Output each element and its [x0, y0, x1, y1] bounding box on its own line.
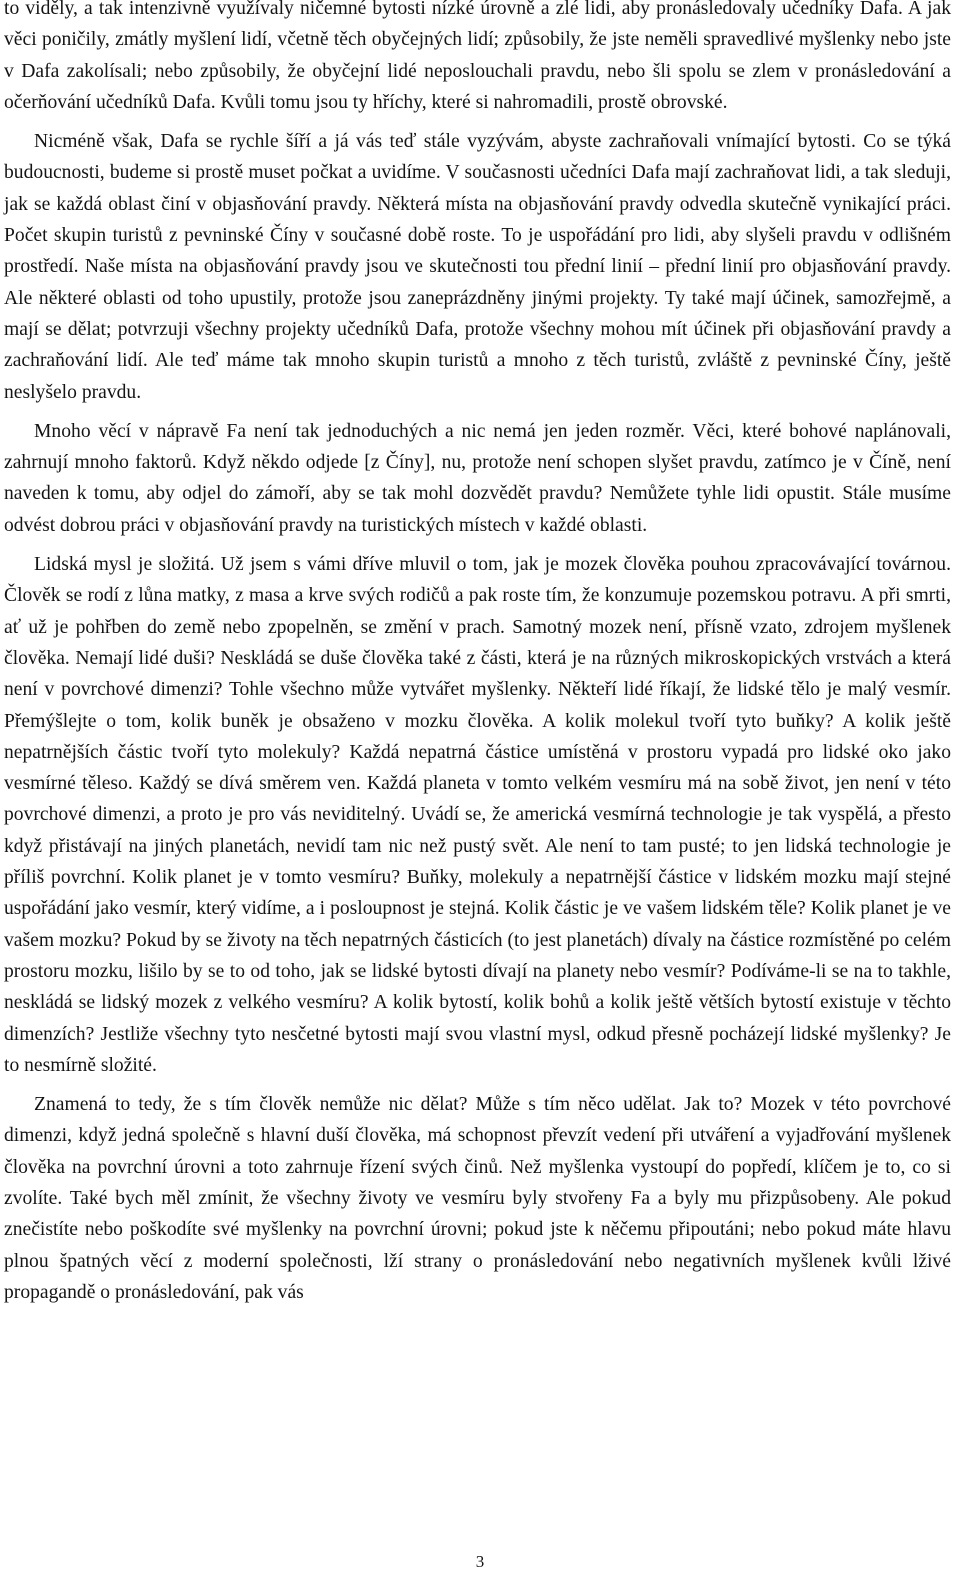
paragraph-5: Znamená to tedy, že s tím člověk nemůže nic dělat? Může s tím něco udělat. Jak to? Mozek v této povrchové dimenzi, když jedná společně s hlavní duší člověka, má schopnost převzít vedení při utváření a vyjadřování myšlenek člověka na povrchní úrovni a toto zahrnuje řízení svých činů. Než myšlenka vystoupí do popředí, klíčem je to, co si zvolíte. Také bych měl zmínit, že všechny životy ve vesmíru byly stvořeny Fa a byly mu přizpůsobeny. Ale pokud znečistíte nebo poškodíte své myšlenky na povrchní úrovni; pokud jste k něčemu připoutáni; nebo pokud máte hlavu plnou špatných věcí z moderní společnosti, lží strany o pronásledování nebo negativních myšlenek kvůli lživé propagandě o pronásledování, pak vás [4, 1094, 951, 1303]
paragraph-2: Nicméně však, Dafa se rychle šíří a já vás teď stále vyzývám, abyste zachraňovali vnímající bytosti. Co se týká budoucnosti, budeme si prostě muset počkat a uvidíme. V současnosti učedníci Dafa mají zachraňovat lidi, a tak sleduji, jak se každá oblast činí v objasňování pravdy. Některá místa na objasňování pravdy odvedla skutečně vynikající práci. Počet skupin turistů z pevninské Číny v současné době roste. To je uspořádání pro lidi, aby slyšeli pravdu v odlišném prostředí. Naše místa na objasňování pravdy jsou ve skutečnosti tou přední linií – přední linií pro objasňování pravdy. Ale některé oblasti od toho upustily, protože jsou zaneprázdněny jinými projekty. Ty také mají účinek, samozřejmě, a mají se dělat; potvrzuji všechny projekty učedníků Dafa, protože všechny mohou mít účinek při objasňování pravdy a zachraňování lidí. Ale teď máme tak mnoho skupin turistů a mnoho z těch turistů, zvláště z pevninské Číny, ještě neslyšelo pravdu. [4, 131, 951, 403]
paragraph-1: to viděly, a tak intenzivně využívaly ničemné bytosti nízké úrovně a zlé lidi, aby pronásledovaly učedníky Dafa. A jak věci poničily, zmátly myšlení lidí, včetně těch obyčejných lidí; způsobily, že jste neměli spravedlivé myšlenky nebo jste v Dafa zakolísali; nebo způsobily, že obyčejní lidé neposlouchali pravdu, nebo šli spolu se zlem v pronásledování a očerňování učedníků Dafa. Kvůli tomu jsou ty hříchy, které si nahromadili, prostě obrovské. [4, 0, 951, 113]
page-number: 3 [475, 1552, 485, 1571]
body-text [4, 0, 951, 1308]
paragraph-3: Mnoho věcí v nápravě Fa není tak jednoduchých a nic nemá jen jeden rozměr. Věci, které bohové naplánovali, zahrnují mnoho faktorů. Když někdo odjede [z Číny], nu, protože není schopen slyšet pravdu, zatímco je v Číně, není naveden k tomu, aby odjel do zámoří, aby se tak mohl dozvědět pravdu? Nemůžete tyhle lidi opustit. Stále musíme odvést dobrou práci v objasňování pravdy na turistických místech v každé oblasti. [4, 420, 951, 536]
paragraph-4: Lidská mysl je složitá. Už jsem s vámi dříve mluvil o tom, jak je mozek člověka pouhou zpracovávající továrnou. Člověk se rodí z lůna matky, z masa a krve svých rodičů a pak roste tím, že konzumuje pozemskou potravu. A při smrti, ať už je pohřben do země nebo zpopelněn, se změní v prach. Samotný mozek není, přísně vzato, zdrojem myšlenek člověka. Nemají lidé duši? Neskládá se duše člověka také z části, která je na různých mikroskopických vrstvách a která není v povrchové dimenzi? Tohle všechno může vytvářet myšlenky. Někteří lidé říkají, že lidské tělo je malý vesmír. Přemýšlejte o tom, kolik buněk je obsaženo v mozku člověka. A kolik molekul tvoří tyto buňky? A kolik ještě nepatrnějších částic tvoří tyto molekuly? Každá nepatrná částice umístěná v prostoru vypadá pro lidské oko jako vesmírné těleso. Každý se dívá směrem ven. Každá planeta v tomto velkém vesmíru má na sobě život, jen není v této povrchové dimenzi, a proto je pro vás neviditelný. Uvádí se, že americká vesmírná technologie je tak vyspělá, a přesto když přistávají na jiných planetách, nevidí tam nic než pustý svět. Ale není to tam pusté; to jen lidská technologie je příliš povrchní. Kolik planet je v tomto vesmíru? Buňky, molekuly a nepatrnější částice v lidském mozku mají stejné uspořádání jako vesmír, který vidíme, a i posloupnost je stejná. Kolik částic je ve vašem lidském těle? Kolik planet je ve vašem mozku? Pokud by se životy na těch nepatrných částicích (to jest planetách) dívaly na částice rozmístěné po celém prostoru mozku, lišilo by se to od toho, jak se lidské bytosti dívají na planety nebo vesmír? Podíváme-li se na to takhle, neskládá se lidský mozek z velkého vesmíru? A kolik bytostí, kolik bohů a kolik ještě větších bytostí existuje v těchto dimenzích? Jestliže všechny tyto nesčetné bytosti mají svou vlastní mysl, odkud přesně pocházejí lidské myšlenky? Je to nesmírně složité. [4, 554, 951, 1076]
